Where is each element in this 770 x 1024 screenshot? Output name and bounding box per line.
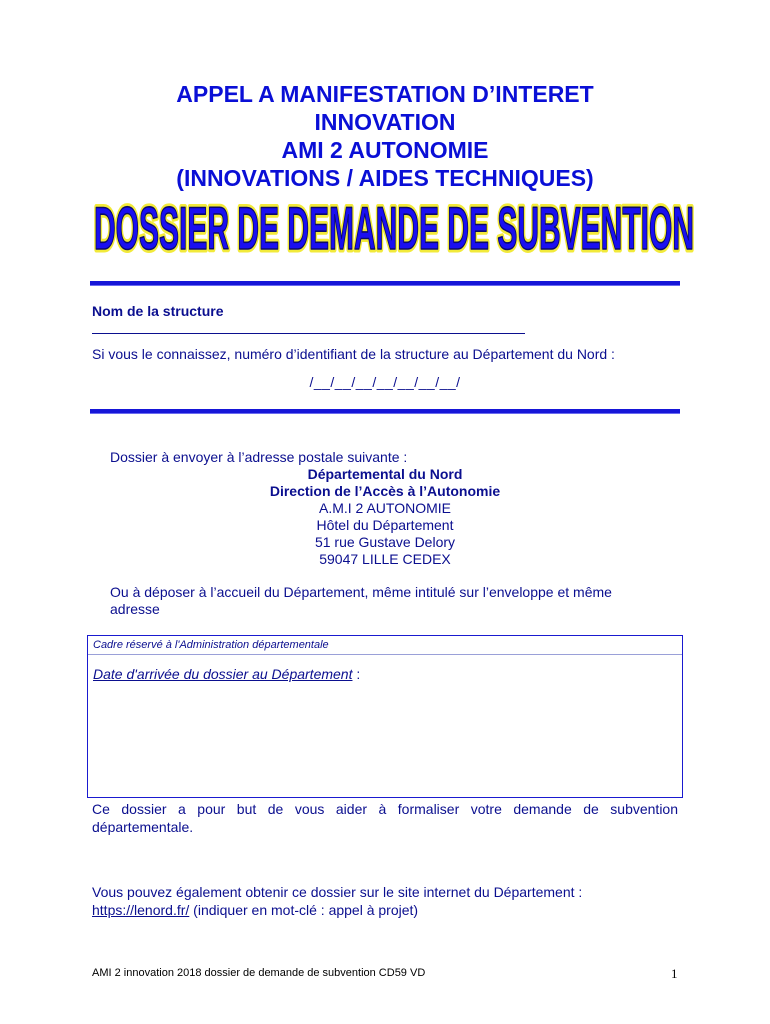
postal-address (0, 466, 770, 568)
arrival-date-colon: : (352, 666, 361, 682)
structure-ident-label: Si vous le connaissez, numéro d’identifiant de la structure au Département du Nord : (92, 346, 615, 362)
purpose-paragraph: Ce dossier a pour but de vous aider à formaliser votre demande de subvention départementale. (92, 801, 678, 835)
page-number: 1 (671, 966, 678, 981)
title-line-1: APPEL A MANIFESTATION D’INTERET (176, 81, 594, 107)
title-line-3: AMI 2 AUTONOMIE (281, 137, 489, 163)
admin-reserved-box (87, 635, 683, 798)
arrival-date-field (93, 666, 360, 682)
address-line-3: A.M.I 2 AUTONOMIE (319, 500, 451, 516)
structure-ident-slots[interactable]: /__/__/__/__/__/__/__/ (309, 374, 461, 390)
admin-box-caption: Cadre réservé à l'Administration départementale (93, 639, 329, 651)
website-link[interactable]: https://lenord.fr/ (92, 902, 190, 918)
footer-text: AMI 2 innovation 2018 dossier de demande de subvention CD59 VD (92, 967, 426, 979)
website-line (92, 901, 692, 919)
headline-glow: DOSSIER DE DEMANDE DE SUBVENTION (94, 196, 694, 258)
headline-svg (90, 196, 698, 258)
address-line-1: Départemental du Nord (307, 466, 463, 482)
headline-banner (90, 196, 698, 258)
title-line-2: INNOVATION (314, 109, 456, 135)
address-line-5: 51 rue Gustave Delory (314, 534, 456, 550)
website-note: (indiquer en mot-clé : appel à projet) (189, 902, 419, 918)
headline-text: DOSSIER DE DEMANDE DE SUBVENTION (94, 196, 694, 258)
admin-caption-divider (88, 654, 682, 655)
blue-rule-bottom (90, 409, 680, 413)
address-line-4: Hôtel du Département (316, 517, 454, 533)
website-text: Vous pouvez également obtenir ce dossier sur le site internet du Département : (92, 884, 583, 900)
deposit-note: Ou à déposer à l’accueil du Département, même intitulé sur l’enveloppe et même adresse (110, 584, 612, 617)
title-line-4: (INNOVATIONS / AIDES TECHNIQUES) (176, 165, 594, 191)
title-block (0, 80, 770, 192)
blue-rule-top (90, 281, 680, 285)
arrival-date-label: Date d'arrivée du dossier au Département (93, 666, 353, 682)
address-intro: Dossier à envoyer à l’adresse postale suivante : (110, 449, 408, 465)
structure-name-field-line[interactable] (92, 333, 525, 334)
address-line-6: 59047 LILLE CEDEX (319, 551, 451, 567)
address-line-2: Direction de l’Accès à l’Autonomie (269, 483, 501, 499)
structure-name-label: Nom de la structure (92, 303, 224, 319)
website-paragraph (92, 883, 692, 919)
